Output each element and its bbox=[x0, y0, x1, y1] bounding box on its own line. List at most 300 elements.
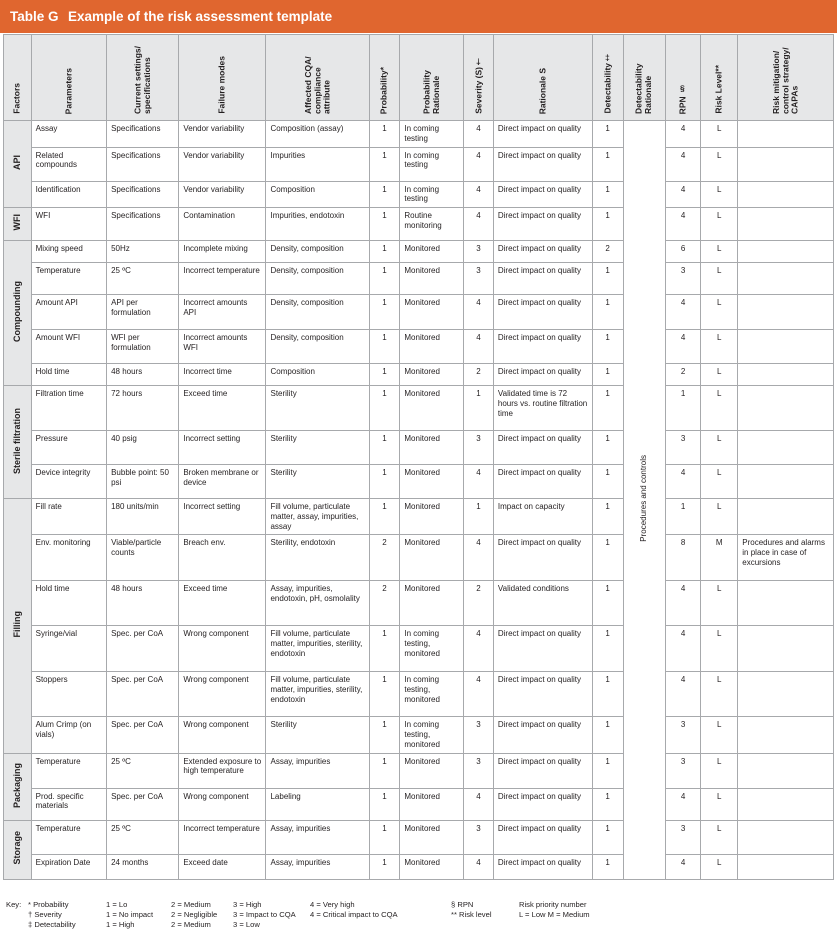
probability-cell: 1 bbox=[369, 181, 400, 208]
cqa-cell: Fill volume, particulate matter, impurities, sterility, endotoxin bbox=[266, 672, 369, 717]
detectability-cell: 1 bbox=[592, 465, 623, 499]
failure-mode-cell: Incorrect temperature bbox=[179, 263, 266, 295]
column-header-label: Factors bbox=[11, 83, 22, 114]
column-header-label: Rationale S bbox=[537, 67, 548, 114]
table-row bbox=[4, 499, 834, 535]
failure-mode-cell: Incomplete mixing bbox=[179, 241, 266, 263]
risk-level-cell: L bbox=[701, 581, 738, 626]
table-header-row bbox=[4, 35, 834, 121]
failure-mode-cell: Incorrect amounts WFI bbox=[179, 330, 266, 364]
mitigation-cell bbox=[738, 147, 834, 181]
severity-rationale-cell: Direct impact on quality bbox=[493, 672, 592, 717]
setting-cell: 48 hours bbox=[107, 364, 179, 386]
rpn-cell: 4 bbox=[666, 330, 701, 364]
mitigation-cell bbox=[738, 788, 834, 820]
rpn-cell: 4 bbox=[666, 672, 701, 717]
probability-cell: 1 bbox=[369, 788, 400, 820]
probability-cell: 1 bbox=[369, 263, 400, 295]
detectability-cell: 1 bbox=[592, 431, 623, 465]
mitigation-cell bbox=[738, 208, 834, 241]
failure-mode-cell: Incorrect temperature bbox=[179, 820, 266, 854]
risk-level-cell: L bbox=[701, 121, 738, 148]
probability-rationale-cell: Routine monitoring bbox=[400, 208, 464, 241]
column-header-label: Risk Level** bbox=[713, 65, 724, 114]
probability-cell: 1 bbox=[369, 208, 400, 241]
severity-rationale-cell: Direct impact on quality bbox=[493, 535, 592, 581]
table-key bbox=[6, 900, 834, 938]
parameter-cell: Prod. specific materials bbox=[31, 788, 106, 820]
parameter-cell: Stoppers bbox=[31, 672, 106, 717]
detectability-cell: 1 bbox=[592, 753, 623, 788]
column-header bbox=[738, 35, 834, 121]
key-label: Key: bbox=[6, 900, 22, 909]
detectability-cell: 1 bbox=[592, 330, 623, 364]
severity-cell: 1 bbox=[464, 386, 494, 431]
severity-rationale-cell: Direct impact on quality bbox=[493, 263, 592, 295]
rpn-cell: 3 bbox=[666, 753, 701, 788]
mitigation-cell bbox=[738, 386, 834, 431]
cqa-cell: Density, composition bbox=[266, 295, 369, 330]
probability-cell: 1 bbox=[369, 626, 400, 672]
key-value: 3 = Low bbox=[233, 920, 260, 929]
severity-cell: 3 bbox=[464, 820, 494, 854]
rpn-cell: 6 bbox=[666, 241, 701, 263]
cqa-cell: Composition bbox=[266, 364, 369, 386]
cqa-cell: Sterility bbox=[266, 717, 369, 753]
rpn-cell: 8 bbox=[666, 535, 701, 581]
table-row bbox=[4, 364, 834, 386]
risk-level-cell: L bbox=[701, 330, 738, 364]
setting-cell: API per formulation bbox=[107, 295, 179, 330]
probability-rationale-cell: Monitored bbox=[400, 241, 464, 263]
detectability-cell: 1 bbox=[592, 181, 623, 208]
risk-level-cell: M bbox=[701, 535, 738, 581]
column-header bbox=[266, 35, 369, 121]
column-header bbox=[369, 35, 400, 121]
column-header bbox=[464, 35, 494, 121]
table-row bbox=[4, 121, 834, 148]
factor-cell bbox=[4, 499, 32, 754]
setting-cell: 40 psig bbox=[107, 431, 179, 465]
key-value: 3 = High bbox=[233, 900, 262, 909]
risk-level-cell: L bbox=[701, 208, 738, 241]
table-row bbox=[4, 181, 834, 208]
table-title: Example of the risk assessment template bbox=[68, 9, 333, 24]
detectability-cell: 1 bbox=[592, 364, 623, 386]
probability-cell: 1 bbox=[369, 330, 400, 364]
parameter-cell: Filtration time bbox=[31, 386, 106, 431]
probability-rationale-cell: In coming testing bbox=[400, 121, 464, 148]
failure-mode-cell: Incorrect time bbox=[179, 364, 266, 386]
key-symbol: ‡ Detectability bbox=[28, 920, 76, 929]
severity-rationale-cell: Direct impact on quality bbox=[493, 364, 592, 386]
detectability-rationale-merged-cell bbox=[623, 121, 666, 880]
detectability-cell: 1 bbox=[592, 535, 623, 581]
mitigation-cell bbox=[738, 626, 834, 672]
setting-cell: WFI per formulation bbox=[107, 330, 179, 364]
rpn-cell: 1 bbox=[666, 386, 701, 431]
detectability-cell: 1 bbox=[592, 820, 623, 854]
risk-assessment-table bbox=[3, 34, 834, 880]
table-row bbox=[4, 753, 834, 788]
setting-cell: Spec. per CoA bbox=[107, 788, 179, 820]
severity-rationale-cell: Direct impact on quality bbox=[493, 854, 592, 879]
probability-cell: 1 bbox=[369, 295, 400, 330]
cqa-cell: Impurities bbox=[266, 147, 369, 181]
failure-mode-cell: Exceed time bbox=[179, 386, 266, 431]
factor-label: API bbox=[11, 155, 22, 171]
column-header bbox=[107, 35, 179, 121]
probability-rationale-cell: Monitored bbox=[400, 499, 464, 535]
key-value: 4 = Critical impact to CQA bbox=[310, 910, 398, 919]
severity-cell: 3 bbox=[464, 717, 494, 753]
key-value: 1 = High bbox=[106, 920, 135, 929]
failure-mode-cell: Extended exposure to high temperature bbox=[179, 753, 266, 788]
severity-rationale-cell: Direct impact on quality bbox=[493, 788, 592, 820]
detectability-cell: 1 bbox=[592, 581, 623, 626]
cqa-cell: Impurities, endotoxin bbox=[266, 208, 369, 241]
severity-cell: 4 bbox=[464, 788, 494, 820]
parameter-cell: Alum Crimp (on vials) bbox=[31, 717, 106, 753]
mitigation-cell bbox=[738, 121, 834, 148]
table-row bbox=[4, 330, 834, 364]
key-label-column bbox=[6, 900, 21, 910]
probability-rationale-cell: In coming testing bbox=[400, 147, 464, 181]
factor-cell bbox=[4, 121, 32, 208]
factor-cell bbox=[4, 386, 32, 499]
severity-cell: 4 bbox=[464, 535, 494, 581]
severity-rationale-cell: Direct impact on quality bbox=[493, 717, 592, 753]
table-row bbox=[4, 820, 834, 854]
severity-cell: 4 bbox=[464, 330, 494, 364]
probability-rationale-cell: Monitored bbox=[400, 535, 464, 581]
failure-mode-cell: Incorrect setting bbox=[179, 431, 266, 465]
cqa-cell: Assay, impurities bbox=[266, 753, 369, 788]
severity-rationale-cell: Direct impact on quality bbox=[493, 465, 592, 499]
severity-rationale-cell: Direct impact on quality bbox=[493, 753, 592, 788]
cqa-cell: Assay, impurities bbox=[266, 820, 369, 854]
key-level2-column bbox=[171, 900, 217, 930]
probability-rationale-cell: Monitored bbox=[400, 854, 464, 879]
mitigation-cell bbox=[738, 295, 834, 330]
detectability-cell: 1 bbox=[592, 263, 623, 295]
column-header bbox=[666, 35, 701, 121]
mitigation-cell bbox=[738, 672, 834, 717]
risk-level-cell: L bbox=[701, 820, 738, 854]
severity-rationale-cell: Direct impact on quality bbox=[493, 431, 592, 465]
factor-label: Filling bbox=[11, 611, 22, 638]
parameter-cell: Temperature bbox=[31, 820, 106, 854]
mitigation-cell bbox=[738, 499, 834, 535]
severity-rationale-cell: Validated conditions bbox=[493, 581, 592, 626]
setting-cell: Viable/particle counts bbox=[107, 535, 179, 581]
detectability-cell: 1 bbox=[592, 788, 623, 820]
risk-level-cell: L bbox=[701, 295, 738, 330]
table-row bbox=[4, 854, 834, 879]
cqa-cell: Sterility, endotoxin bbox=[266, 535, 369, 581]
parameter-cell: Expiration Date bbox=[31, 854, 106, 879]
cqa-cell: Sterility bbox=[266, 386, 369, 431]
cqa-cell: Sterility bbox=[266, 465, 369, 499]
cqa-cell: Fill volume, particulate matter, impurities, sterility, endotoxin bbox=[266, 626, 369, 672]
failure-mode-cell: Contamination bbox=[179, 208, 266, 241]
key-value: 2 = Medium bbox=[171, 900, 211, 909]
severity-rationale-cell: Direct impact on quality bbox=[493, 147, 592, 181]
failure-mode-cell: Exceed date bbox=[179, 854, 266, 879]
probability-rationale-cell: Monitored bbox=[400, 263, 464, 295]
severity-cell: 4 bbox=[464, 147, 494, 181]
mitigation-cell bbox=[738, 431, 834, 465]
column-header-label: Detectability‡ bbox=[601, 53, 612, 114]
parameter-cell: Pressure bbox=[31, 431, 106, 465]
setting-cell: 72 hours bbox=[107, 386, 179, 431]
table-row bbox=[4, 147, 834, 181]
rpn-cell: 4 bbox=[666, 121, 701, 148]
column-header-label: Failure modes bbox=[216, 56, 227, 114]
failure-mode-cell: Wrong component bbox=[179, 788, 266, 820]
failure-mode-cell: Wrong component bbox=[179, 626, 266, 672]
mitigation-cell bbox=[738, 820, 834, 854]
column-header-label: Probability Rationale bbox=[421, 70, 441, 114]
severity-rationale-cell: Direct impact on quality bbox=[493, 820, 592, 854]
risk-level-cell: L bbox=[701, 717, 738, 753]
probability-cell: 1 bbox=[369, 431, 400, 465]
factor-label: WFI bbox=[11, 214, 22, 231]
key-value: 3 = Impact to CQA bbox=[233, 910, 296, 919]
mitigation-cell bbox=[738, 717, 834, 753]
severity-rationale-cell: Direct impact on quality bbox=[493, 208, 592, 241]
probability-rationale-cell: Monitored bbox=[400, 295, 464, 330]
parameter-cell: Temperature bbox=[31, 263, 106, 295]
mitigation-cell bbox=[738, 364, 834, 386]
key-level3-column bbox=[233, 900, 296, 930]
risk-level-cell: L bbox=[701, 181, 738, 208]
table-row bbox=[4, 295, 834, 330]
factor-cell bbox=[4, 241, 32, 386]
detectability-cell: 1 bbox=[592, 208, 623, 241]
failure-mode-cell: Vendor variability bbox=[179, 147, 266, 181]
table-row bbox=[4, 672, 834, 717]
column-header bbox=[400, 35, 464, 121]
column-header-label: Risk mitigation/ control strategy/ CAPAs bbox=[770, 47, 800, 114]
rpn-cell: 3 bbox=[666, 263, 701, 295]
probability-cell: 1 bbox=[369, 386, 400, 431]
severity-cell: 3 bbox=[464, 431, 494, 465]
probability-rationale-cell: Monitored bbox=[400, 465, 464, 499]
rpn-cell: 4 bbox=[666, 626, 701, 672]
probability-cell: 1 bbox=[369, 147, 400, 181]
key-value: 4 = Very high bbox=[310, 900, 355, 909]
key-symbols-b-column bbox=[451, 900, 492, 920]
key-value: L = Low M = Medium bbox=[519, 910, 590, 919]
risk-level-cell: L bbox=[701, 386, 738, 431]
table-row bbox=[4, 465, 834, 499]
setting-cell: 25 ºC bbox=[107, 820, 179, 854]
table-row bbox=[4, 208, 834, 241]
detectability-cell: 1 bbox=[592, 295, 623, 330]
probability-rationale-cell: In coming testing, monitored bbox=[400, 717, 464, 753]
severity-cell: 4 bbox=[464, 295, 494, 330]
table-row bbox=[4, 788, 834, 820]
column-header-label: Detectability Rationale bbox=[633, 63, 654, 114]
probability-rationale-cell: Monitored bbox=[400, 753, 464, 788]
failure-mode-cell: Exceed time bbox=[179, 581, 266, 626]
severity-cell: 3 bbox=[464, 241, 494, 263]
parameter-cell: Related compounds bbox=[31, 147, 106, 181]
risk-level-cell: L bbox=[701, 753, 738, 788]
risk-level-cell: L bbox=[701, 788, 738, 820]
risk-level-cell: L bbox=[701, 854, 738, 879]
setting-cell: Specifications bbox=[107, 208, 179, 241]
severity-rationale-cell: Direct impact on quality bbox=[493, 121, 592, 148]
column-header-label: Current settings/ specifications bbox=[132, 45, 152, 114]
parameter-cell: Device integrity bbox=[31, 465, 106, 499]
key-symbol: † Severity bbox=[28, 910, 62, 919]
rpn-cell: 4 bbox=[666, 295, 701, 330]
probability-cell: 1 bbox=[369, 672, 400, 717]
severity-cell: 4 bbox=[464, 181, 494, 208]
probability-rationale-cell: Monitored bbox=[400, 386, 464, 431]
rpn-cell: 3 bbox=[666, 820, 701, 854]
factor-label: Packaging bbox=[11, 762, 22, 808]
severity-rationale-cell: Validated time is 72 hours vs. routine filtration time bbox=[493, 386, 592, 431]
probability-cell: 2 bbox=[369, 535, 400, 581]
table-row bbox=[4, 626, 834, 672]
key-value: 2 = Negligible bbox=[171, 910, 218, 919]
probability-cell: 1 bbox=[369, 499, 400, 535]
severity-rationale-cell: Direct impact on quality bbox=[493, 295, 592, 330]
rpn-cell: 4 bbox=[666, 465, 701, 499]
table-body bbox=[4, 121, 834, 880]
table-row bbox=[4, 386, 834, 431]
probability-rationale-cell: Monitored bbox=[400, 364, 464, 386]
cqa-cell: Density, composition bbox=[266, 241, 369, 263]
parameter-cell: Fill rate bbox=[31, 499, 106, 535]
setting-cell: 25 ºC bbox=[107, 263, 179, 295]
key-symbol: * Probability bbox=[28, 900, 69, 909]
parameter-cell: WFI bbox=[31, 208, 106, 241]
failure-mode-cell: Broken membrane or device bbox=[179, 465, 266, 499]
risk-level-cell: L bbox=[701, 364, 738, 386]
setting-cell: Specifications bbox=[107, 121, 179, 148]
table-row bbox=[4, 263, 834, 295]
setting-cell: Bubble point: 50 psi bbox=[107, 465, 179, 499]
parameter-cell: Assay bbox=[31, 121, 106, 148]
rpn-cell: 2 bbox=[666, 364, 701, 386]
factor-label: Compounding bbox=[11, 281, 22, 343]
key-value: 1 = No impact bbox=[106, 910, 154, 919]
risk-level-cell: L bbox=[701, 431, 738, 465]
key-symbol: ** Risk level bbox=[451, 910, 492, 919]
factor-cell bbox=[4, 208, 32, 241]
failure-mode-cell: Wrong component bbox=[179, 672, 266, 717]
probability-cell: 1 bbox=[369, 364, 400, 386]
parameter-cell: Env. monitoring bbox=[31, 535, 106, 581]
severity-cell: 4 bbox=[464, 208, 494, 241]
probability-rationale-cell: In coming testing, monitored bbox=[400, 626, 464, 672]
failure-mode-cell: Incorrect setting bbox=[179, 499, 266, 535]
severity-cell: 4 bbox=[464, 672, 494, 717]
rpn-cell: 4 bbox=[666, 147, 701, 181]
cqa-cell: Fill volume, particulate matter, assay, impurities, assay bbox=[266, 499, 369, 535]
parameter-cell: Syringe/vial bbox=[31, 626, 106, 672]
cqa-cell: Density, composition bbox=[266, 330, 369, 364]
column-header-label: RPN § bbox=[677, 83, 688, 114]
parameter-cell: Amount WFI bbox=[31, 330, 106, 364]
severity-cell: 4 bbox=[464, 465, 494, 499]
risk-level-cell: L bbox=[701, 626, 738, 672]
setting-cell: Spec. per CoA bbox=[107, 626, 179, 672]
setting-cell: Spec. per CoA bbox=[107, 672, 179, 717]
detectability-cell: 1 bbox=[592, 854, 623, 879]
probability-cell: 2 bbox=[369, 581, 400, 626]
probability-cell: 1 bbox=[369, 820, 400, 854]
severity-cell: 4 bbox=[464, 626, 494, 672]
table-row bbox=[4, 717, 834, 753]
table-row bbox=[4, 581, 834, 626]
mitigation-cell: Procedures and alarms in place in case of excursions bbox=[738, 535, 834, 581]
severity-cell: 2 bbox=[464, 364, 494, 386]
severity-rationale-cell: Direct impact on quality bbox=[493, 181, 592, 208]
probability-rationale-cell: Monitored bbox=[400, 820, 464, 854]
risk-level-cell: L bbox=[701, 241, 738, 263]
setting-cell: 50Hz bbox=[107, 241, 179, 263]
probability-rationale-cell: Monitored bbox=[400, 581, 464, 626]
rpn-cell: 4 bbox=[666, 854, 701, 879]
rpn-cell: 4 bbox=[666, 181, 701, 208]
rpn-cell: 4 bbox=[666, 788, 701, 820]
probability-cell: 1 bbox=[369, 241, 400, 263]
probability-rationale-cell: Monitored bbox=[400, 431, 464, 465]
detectability-cell: 1 bbox=[592, 717, 623, 753]
severity-cell: 4 bbox=[464, 121, 494, 148]
cqa-cell: Composition (assay) bbox=[266, 121, 369, 148]
cqa-cell: Composition bbox=[266, 181, 369, 208]
detectability-cell: 1 bbox=[592, 672, 623, 717]
table-row bbox=[4, 241, 834, 263]
rpn-cell: 4 bbox=[666, 581, 701, 626]
column-header-label: Affected CQA/ compliance attribute bbox=[302, 56, 332, 114]
failure-mode-cell: Wrong component bbox=[179, 717, 266, 753]
probability-cell: 1 bbox=[369, 121, 400, 148]
column-header bbox=[592, 35, 623, 121]
severity-rationale-cell: Direct impact on quality bbox=[493, 330, 592, 364]
column-header-label: Parameters bbox=[63, 67, 74, 114]
mitigation-cell bbox=[738, 854, 834, 879]
parameter-cell: Identification bbox=[31, 181, 106, 208]
severity-cell: 4 bbox=[464, 854, 494, 879]
factor-label: Storage bbox=[11, 831, 22, 865]
rpn-cell: 3 bbox=[666, 717, 701, 753]
rpn-cell: 3 bbox=[666, 431, 701, 465]
mitigation-cell bbox=[738, 465, 834, 499]
mitigation-cell bbox=[738, 581, 834, 626]
severity-cell: 1 bbox=[464, 499, 494, 535]
setting-cell: Specifications bbox=[107, 147, 179, 181]
parameter-cell: Hold time bbox=[31, 581, 106, 626]
failure-mode-cell: Vendor variability bbox=[179, 181, 266, 208]
mitigation-cell bbox=[738, 753, 834, 788]
detectability-cell: 1 bbox=[592, 147, 623, 181]
table-label: Table G bbox=[10, 9, 59, 24]
key-symbol: § RPN bbox=[451, 900, 474, 909]
key-value: 1 = Lo bbox=[106, 900, 128, 909]
mitigation-cell bbox=[738, 241, 834, 263]
key-level4-column bbox=[310, 900, 398, 920]
parameter-cell: Hold time bbox=[31, 364, 106, 386]
column-header-label: Severity (S)† bbox=[472, 57, 483, 114]
parameter-cell: Temperature bbox=[31, 753, 106, 788]
